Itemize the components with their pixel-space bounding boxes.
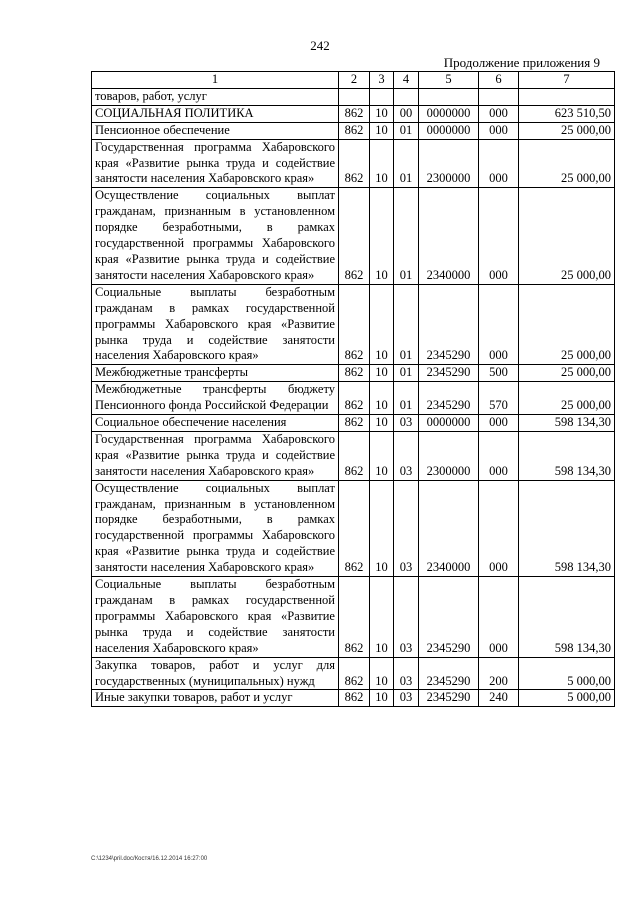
table-row xyxy=(92,188,615,284)
row-name-cell: Пенсионное обеспечение xyxy=(92,122,339,139)
amount-cell: 5 000,00 xyxy=(519,690,615,707)
table-row xyxy=(92,382,615,415)
table-row xyxy=(92,122,615,139)
table-row xyxy=(92,139,615,188)
row-name-cell: товаров, работ, услуг xyxy=(92,88,339,105)
expense-type-cell: 000 xyxy=(479,139,519,188)
target-article-cell: 2345290 xyxy=(419,690,479,707)
row-name-cell: Социальное обеспечение населения xyxy=(92,415,339,432)
gr-code-cell: 862 xyxy=(339,415,370,432)
amount-cell: 25 000,00 xyxy=(519,188,615,284)
gr-code-cell: 862 xyxy=(339,382,370,415)
target-article-cell: 2345290 xyxy=(419,284,479,365)
appendix-note: Продолжение приложения 9 xyxy=(443,55,600,70)
header-cell: 1 xyxy=(92,72,339,89)
table-row xyxy=(92,690,615,707)
gr-code-cell xyxy=(339,88,370,105)
row-name-cell: Закупка товаров, работ и услуг для государственных (муниципальных) нужд xyxy=(92,657,339,690)
section-code-cell: 10 xyxy=(370,284,394,365)
table-row xyxy=(92,88,615,105)
row-name-cell: Межбюджетные трансферты xyxy=(92,365,339,382)
row-name-cell: Социальные выплаты безработным гражданам в рамках государственной программы Хабаровского края «Развитие рынка труда и содействие занятости населения Хабаровского края» xyxy=(92,577,339,658)
row-name-cell: Межбюджетные трансферты бюджету Пенсионного фонда Российской Федерации xyxy=(92,382,339,415)
header-cell: 5 xyxy=(419,72,479,89)
section-code-cell: 10 xyxy=(370,365,394,382)
gr-code-cell: 862 xyxy=(339,577,370,658)
gr-code-cell: 862 xyxy=(339,139,370,188)
subsection-code-cell: 03 xyxy=(394,431,419,480)
target-article-cell: 0000000 xyxy=(419,122,479,139)
section-code-cell: 10 xyxy=(370,188,394,284)
table-row xyxy=(92,480,615,576)
target-article-cell: 0000000 xyxy=(419,105,479,122)
target-article-cell: 2300000 xyxy=(419,139,479,188)
gr-code-cell: 862 xyxy=(339,284,370,365)
amount-cell xyxy=(519,88,615,105)
row-name-cell: Осуществление социальных выплат гражданам, признанным в установленном порядке безработными, в рамках государственной программы Хабаровского края «Развитие рынка труда и содействие занятости населения Хабаровского края» xyxy=(92,480,339,576)
subsection-code-cell: 01 xyxy=(394,188,419,284)
subsection-code-cell: 03 xyxy=(394,415,419,432)
expense-type-cell: 000 xyxy=(479,284,519,365)
table-row xyxy=(92,284,615,365)
amount-cell: 25 000,00 xyxy=(519,284,615,365)
amount-cell: 598 134,30 xyxy=(519,577,615,658)
row-name-cell: Осуществление социальных выплат гражданам, признанным в установленном порядке безработными, в рамках государственной программы Хабаровского края «Развитие рынка труда и содействие занятости населения Хабаровского края» xyxy=(92,188,339,284)
gr-code-cell: 862 xyxy=(339,122,370,139)
amount-cell: 5 000,00 xyxy=(519,657,615,690)
subsection-code-cell: 01 xyxy=(394,365,419,382)
target-article-cell: 2345290 xyxy=(419,577,479,658)
subsection-code-cell: 01 xyxy=(394,139,419,188)
expense-type-cell: 000 xyxy=(479,577,519,658)
table-row xyxy=(92,415,615,432)
amount-cell: 598 134,30 xyxy=(519,431,615,480)
expense-type-cell: 000 xyxy=(479,105,519,122)
subsection-code-cell xyxy=(394,88,419,105)
section-code-cell: 10 xyxy=(370,122,394,139)
amount-cell: 623 510,50 xyxy=(519,105,615,122)
section-code-cell: 10 xyxy=(370,480,394,576)
section-code-cell xyxy=(370,88,394,105)
amount-cell: 25 000,00 xyxy=(519,139,615,188)
subsection-code-cell: 01 xyxy=(394,284,419,365)
amount-cell: 25 000,00 xyxy=(519,365,615,382)
expense-type-cell: 500 xyxy=(479,365,519,382)
expense-type-cell: 000 xyxy=(479,415,519,432)
header-cell: 2 xyxy=(339,72,370,89)
target-article-cell: 2340000 xyxy=(419,188,479,284)
expense-type-cell: 570 xyxy=(479,382,519,415)
section-code-cell: 10 xyxy=(370,105,394,122)
expense-type-cell: 200 xyxy=(479,657,519,690)
target-article-cell: 2345290 xyxy=(419,365,479,382)
gr-code-cell: 862 xyxy=(339,657,370,690)
amount-cell: 25 000,00 xyxy=(519,122,615,139)
subsection-code-cell: 03 xyxy=(394,577,419,658)
target-article-cell: 2345290 xyxy=(419,657,479,690)
section-code-cell: 10 xyxy=(370,431,394,480)
row-name-cell: Государственная программа Хабаровского края «Развитие рынка труда и содействие занятости населения Хабаровского края» xyxy=(92,431,339,480)
gr-code-cell: 862 xyxy=(339,690,370,707)
subsection-code-cell: 03 xyxy=(394,690,419,707)
section-code-cell: 10 xyxy=(370,657,394,690)
target-article-cell: 2340000 xyxy=(419,480,479,576)
table-row xyxy=(92,105,615,122)
subsection-code-cell: 03 xyxy=(394,480,419,576)
row-name-cell: Иные закупки товаров, работ и услуг xyxy=(92,690,339,707)
target-article-cell xyxy=(419,88,479,105)
subsection-code-cell: 03 xyxy=(394,657,419,690)
section-code-cell: 10 xyxy=(370,139,394,188)
row-name-cell: Государственная программа Хабаровского края «Развитие рынка труда и содействие занятости населения Хабаровского края» xyxy=(92,139,339,188)
target-article-cell: 2300000 xyxy=(419,431,479,480)
section-code-cell: 10 xyxy=(370,415,394,432)
table-header-row xyxy=(92,72,615,89)
section-code-cell: 10 xyxy=(370,382,394,415)
amount-cell: 25 000,00 xyxy=(519,382,615,415)
gr-code-cell: 862 xyxy=(339,431,370,480)
header-cell: 3 xyxy=(370,72,394,89)
section-code-cell: 10 xyxy=(370,577,394,658)
gr-code-cell: 862 xyxy=(339,105,370,122)
header-cell: 7 xyxy=(519,72,615,89)
expense-type-cell: 000 xyxy=(479,480,519,576)
expense-type-cell: 000 xyxy=(479,431,519,480)
target-article-cell: 0000000 xyxy=(419,415,479,432)
file-path-footer: C:\1234\pril.doc/Костя/16.12.2014 16:27:00 xyxy=(91,856,208,862)
amount-cell: 598 134,30 xyxy=(519,415,615,432)
gr-code-cell: 862 xyxy=(339,365,370,382)
expense-type-cell xyxy=(479,88,519,105)
page-number: 242 xyxy=(310,38,330,53)
budget-table xyxy=(91,71,615,707)
amount-cell: 598 134,30 xyxy=(519,480,615,576)
table-row xyxy=(92,657,615,690)
gr-code-cell: 862 xyxy=(339,188,370,284)
expense-type-cell: 000 xyxy=(479,122,519,139)
expense-type-cell: 240 xyxy=(479,690,519,707)
subsection-code-cell: 00 xyxy=(394,105,419,122)
section-code-cell: 10 xyxy=(370,690,394,707)
row-name-cell: Социальные выплаты безработным гражданам в рамках государственной программы Хабаровского края «Развитие рынка труда и содействие занятости населения Хабаровского края» xyxy=(92,284,339,365)
table-row xyxy=(92,577,615,658)
row-name-cell: СОЦИАЛЬНАЯ ПОЛИТИКА xyxy=(92,105,339,122)
header-cell: 4 xyxy=(394,72,419,89)
subsection-code-cell: 01 xyxy=(394,122,419,139)
target-article-cell: 2345290 xyxy=(419,382,479,415)
header-cell: 6 xyxy=(479,72,519,89)
subsection-code-cell: 01 xyxy=(394,382,419,415)
expense-type-cell: 000 xyxy=(479,188,519,284)
table-row xyxy=(92,431,615,480)
table-row xyxy=(92,365,615,382)
gr-code-cell: 862 xyxy=(339,480,370,576)
